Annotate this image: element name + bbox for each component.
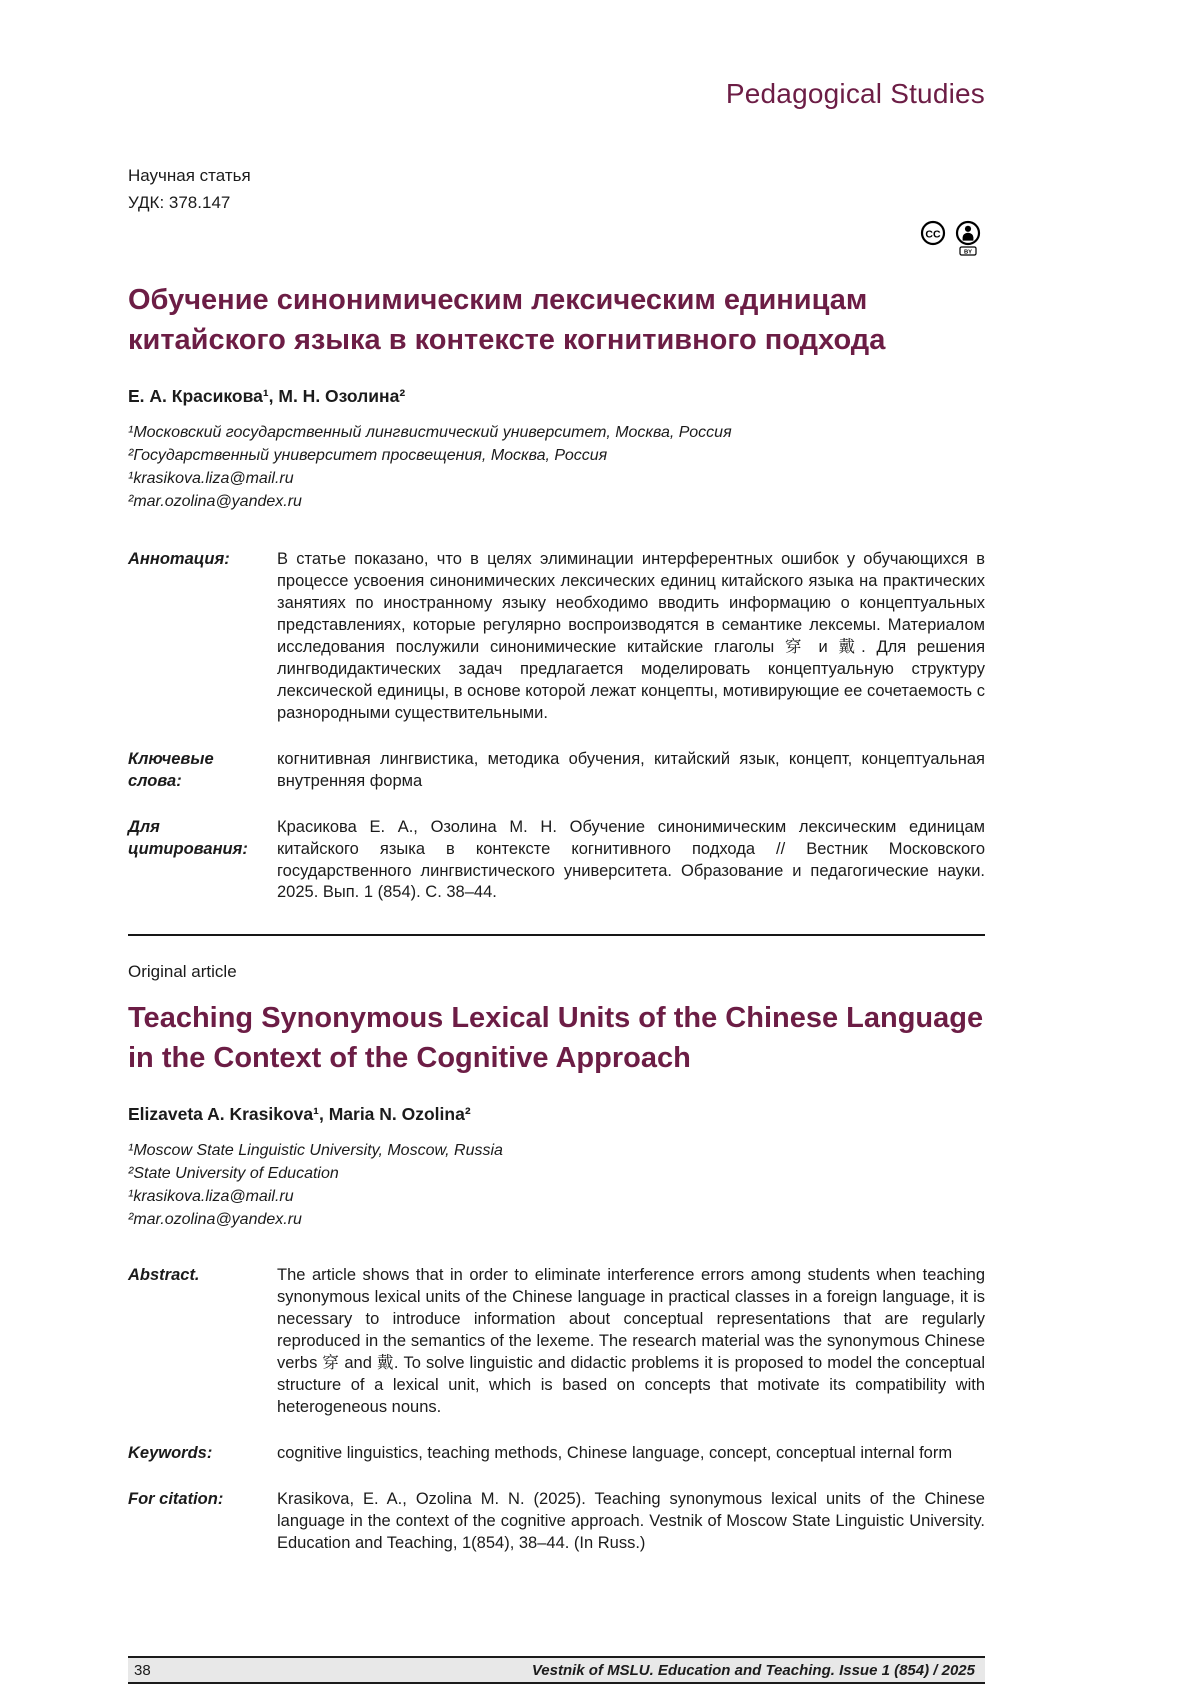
article-type-ru: Научная статья [128,166,251,185]
keywords-label-en: Keywords: [128,1443,213,1462]
article-meta [128,162,985,216]
keywords-text-ru: когнитивная лингвистика, методика обучения, китайский язык, концепт, концептуальная внутренняя форма [277,749,985,790]
affiliations-en [128,1140,985,1231]
journal-footer-line: Vestnik of MSLU. Education and Teaching. Issue 1 (854) / 2025 [531,1661,975,1679]
author-email: ²mar.ozolina@yandex.ru [128,1210,302,1228]
title-en: Teaching Synonymous Lexical Units of the Chinese Language in the Context of the Cognitive Approach [128,1002,984,1075]
citation-text-en: Krasikova, E. A., Ozolina M. N. (2025). Teaching synonymous lexical units of the Chinese language in the context of the cognitive approach. Vestnik of Moscow State Linguistic University. Education and Teaching, 1(854), 38–44. (In Russ.) [277,1489,985,1552]
author-email: ¹krasikova.liza@mail.ru [128,469,294,487]
citation-label-ru: Для цитирования: [128,817,248,858]
abstract-text-ru: В статье показано, что в целях элиминации интерферентных ошибок у обучающихся в процессе усвоения синонимических лексических единиц китайского языка на практических занятиях по иностранному языку необходимо вводить информацию о концептуальных представлениях, которые регулярно воспроизводятся в семантике лексемы. Материалом исследования послужили синонимические китайские глаголы 穿 и 戴. Для решения лингводидактических задач предлагается моделировать концептуальную структуру лексической единицы, в основе которой лежат концепты, мотивирующие ее сочетаемость с разнородными существительными. [277,550,985,722]
abstract-text-en: The article shows that in order to eliminate interference errors among students when teaching synonymous lexical units of the Chinese language in practical classes in a foreign language, it is necessary to introduce information about conceptual representations that are regularly reproduced in the semantics of the lexeme. The research material was the synonymous Chinese verbs 穿 and 戴. To solve linguistic and didactic problems it is proposed to model the conceptual structure of a lexical unit, which is based on concepts that motivate its compatibility with heterogeneous nouns. [277,1266,985,1416]
citation-label-en: For citation: [128,1489,224,1508]
affiliation-line: ¹Moscow State Linguistic University, Moscow, Russia [128,1142,503,1160]
page-number: 38 [134,1661,151,1679]
keywords-label-ru: Ключевые слова: [128,749,214,790]
affiliation-line: ²State University of Education [128,1165,339,1183]
cc-by-icon [919,220,985,256]
section-divider [128,934,985,936]
author-email: ²mar.ozolina@yandex.ru [128,492,302,510]
citation-block-en [128,1489,985,1555]
keywords-block-ru [128,749,985,793]
affiliation-line: ²Государственный университет просвещения, Москва, Россия [128,447,608,465]
abstract-label-en: Abstract. [128,1266,200,1285]
abstract-block-en [128,1265,985,1419]
keywords-block-en [128,1443,985,1465]
authors-en: Elizaveta A. Krasikova¹, Maria N. Ozolina² [128,1104,471,1125]
cc-license-badge [128,220,985,256]
authors-ru: Е. А. Красикова¹, М. Н. Озолина² [128,386,406,407]
cc-circle-label: CC [925,228,941,241]
title-ru: Обучение синонимическим лексическим единицам китайского языка в контексте когнитивного подхода [128,284,886,357]
abstract-block-ru [128,549,985,725]
affiliations-ru [128,422,985,513]
journal-section-title: Pedagogical Studies [725,78,985,109]
affiliation-line: ¹Московский государственный лингвистический университет, Москва, Россия [128,424,732,442]
citation-text-ru: Красикова Е. А., Озолина М. Н. Обучение синонимическим лексическим единицам китайского языка в контексте когнитивного подхода // Вестник Московского государственного лингвистического университета. Образование и педагогические науки. 2025. Вып. 1 (854). С. 38–44. [277,817,985,902]
citation-block-ru [128,817,985,905]
article-type-en: Original article [128,962,237,982]
abstract-label-ru: Аннотация: [128,550,230,569]
by-label: BY [963,249,973,256]
udc-number: УДК: 378.147 [128,193,231,213]
author-email: ¹krasikova.liza@mail.ru [128,1187,294,1205]
page-footer [128,1656,985,1684]
keywords-text-en: cognitive linguistics, teaching methods, Chinese language, concept, conceptual internal form [277,1443,953,1462]
